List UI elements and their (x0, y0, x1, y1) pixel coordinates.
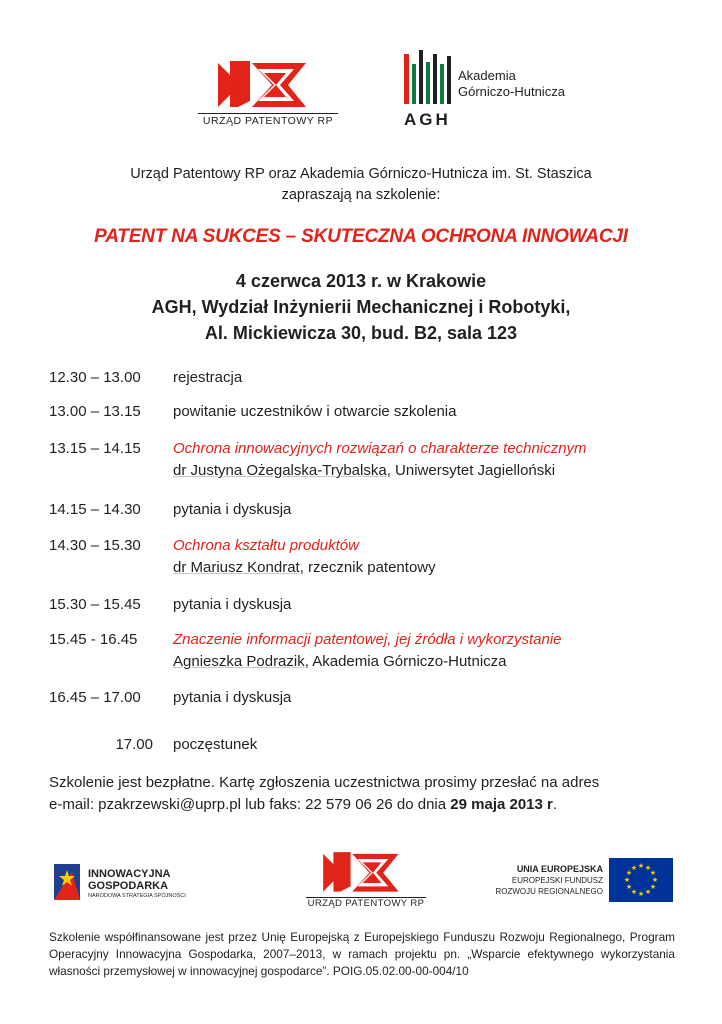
schedule-desc (173, 629, 693, 673)
schedule-time: 15.30 – 15.45 (49, 596, 141, 613)
svg-text:★: ★ (644, 864, 652, 872)
svg-text:★: ★ (644, 888, 652, 896)
speaker-name: Agnieszka Podrazik (173, 653, 305, 670)
up-logo-mark-icon (306, 847, 426, 895)
schedule-time: 12.30 – 13.00 (49, 369, 141, 386)
eu-logo (495, 858, 675, 902)
svg-text:★: ★ (637, 862, 645, 870)
schedule-text: rejestracja (173, 369, 243, 386)
svg-text:★: ★ (637, 890, 645, 898)
agh-name-line2: Górniczo-Hutnicza (458, 84, 565, 99)
eu-text (495, 864, 603, 897)
ig-name (88, 868, 171, 892)
intro-line1: Urząd Patentowy RP oraz Akademia Górniczo-Hutnicza im. St. Staszica (130, 166, 592, 182)
schedule-text: pytania i dyskusja (173, 501, 292, 518)
schedule-time: 13.00 – 13.15 (49, 403, 141, 420)
venue-date: 4 czerwca 2013 r. w Krakowie (235, 271, 487, 291)
schedule-time: 17.00 (115, 736, 153, 753)
intro-line2: zapraszają na szkolenie: (281, 187, 441, 203)
eu-stars-icon (609, 858, 673, 902)
registration-note (49, 772, 689, 816)
eu-line3: ROZWOJU REGIONALNEGO (495, 887, 603, 896)
svg-text:★: ★ (649, 869, 657, 877)
schedule-time: 13.15 – 14.15 (49, 440, 141, 457)
event-venue (0, 268, 722, 346)
event-title: PATENT NA SUKCES – SKUTECZNA OCHRONA INNOWACJI (94, 226, 628, 247)
intro-text (0, 164, 722, 206)
schedule-time: 14.30 – 15.30 (49, 537, 141, 554)
note-line2 (49, 794, 689, 816)
schedule-text: poczęstunek (173, 736, 258, 753)
agh-logo (402, 50, 602, 132)
up-logo-caption: URZĄD PATENTOWY RP (198, 113, 338, 127)
note-contact: e-mail: pzakrzewski@uprp.pl lub faks: 22 579 06 26 do dnia (49, 796, 451, 813)
speaker-affiliation: , Uniwersytet Jagielloński (386, 462, 556, 479)
svg-text:★: ★ (630, 864, 638, 872)
ig-subtitle: NARODOWA STRATEGIA SPÓJNOŚCI (88, 893, 186, 899)
agh-name (458, 68, 565, 100)
schedule-text: pytania i dyskusja (173, 596, 292, 613)
ig-mark-icon (50, 860, 84, 904)
talk-title: Ochrona kształtu produktów (173, 537, 359, 554)
ig-line2: GOSPODARKA (88, 880, 169, 892)
schedule-text: pytania i dyskusja (173, 689, 292, 706)
up-logo-top (198, 55, 338, 127)
venue-place: AGH, Wydział Inżynierii Mechanicznej i Robotyki, (151, 297, 571, 317)
svg-text:★: ★ (651, 876, 659, 884)
schedule-text: powitanie uczestników i otwarcie szkolenia (173, 403, 457, 420)
schedule-time: 15.45 - 16.45 (49, 631, 138, 648)
up-logo-caption: URZĄD PATENTOWY RP (307, 898, 425, 909)
up-logo-mark-icon (198, 55, 338, 111)
note-end: . (552, 796, 558, 813)
schedule-time: 16.45 – 17.00 (49, 689, 141, 706)
up-logo-bottom (306, 847, 426, 911)
svg-text:★: ★ (649, 883, 657, 891)
schedule-desc (173, 438, 693, 482)
speaker-name: dr Mariusz Kondrat (173, 559, 300, 576)
note-line1: Szkolenie jest bezpłatne. Kartę zgłoszenia uczestnictwa prosimy przesłać na adres (49, 774, 600, 791)
svg-text:★: ★ (623, 876, 631, 884)
agh-name-line1: Akademia (458, 68, 516, 83)
speaker-affiliation: , Akademia Górniczo-Hutnicza (304, 653, 507, 670)
innowacyjna-gospodarka-logo (50, 860, 200, 904)
talk-title: Ochrona innowacyjnych rozwiązań o charakterze technicznym (173, 440, 587, 457)
speaker-line (173, 651, 693, 673)
eu-line2: EUROPEJSKI FUNDUSZ (511, 876, 603, 885)
eu-line1: UNIA EUROPEJSKA (516, 864, 603, 874)
speaker-name: dr Justyna Ożegalska-Trybalska (173, 462, 387, 479)
svg-text:★: ★ (625, 883, 633, 891)
svg-text:★: ★ (625, 869, 633, 877)
eu-flag-icon (609, 858, 673, 902)
speaker-affiliation: , rzecznik patentowy (299, 559, 436, 576)
note-deadline: 29 maja 2013 r (450, 796, 553, 813)
svg-text:★: ★ (630, 888, 638, 896)
schedule-desc (173, 535, 693, 579)
schedule-time: 14.15 – 14.30 (49, 501, 141, 518)
venue-address: Al. Mickiewicza 30, bud. B2, sala 123 (204, 323, 518, 343)
speaker-line (173, 557, 693, 579)
agh-logo-mark-icon (402, 50, 454, 110)
talk-title: Znaczenie informacji patentowej, jej źródła i wykorzystanie (173, 631, 562, 648)
ig-line1: INNOWACYJNA (88, 868, 171, 880)
agh-abbreviation: AGH (404, 110, 451, 129)
speaker-line (173, 460, 693, 482)
funding-footer: Szkolenie współfinansowane jest przez Unię Europejską z Europejskiego Funduszu Rozwoju Regionalnego, Program Operacyjny Innowacyjna Gospodarka, 2007–2013, w ramach projektu pn. „Wsparcie efektywnego wykorzystania własności przemysłowej w innowacyjnej gospodarce”. POIG.05.02.00-00-004/10 (49, 930, 675, 978)
